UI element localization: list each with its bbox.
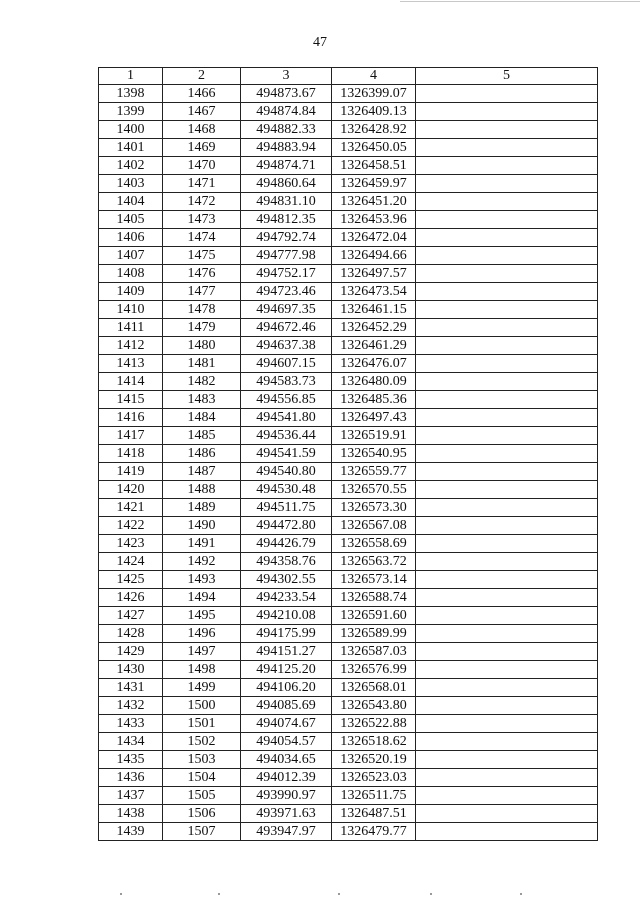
table-cell-col-3: 494812.35: [241, 211, 332, 229]
table-cell-col-4: 1326472.04: [332, 229, 416, 247]
table-cell-col-5: [416, 769, 598, 787]
table-cell-col-4: 1326494.66: [332, 247, 416, 265]
table-cell-col-1: 1437: [99, 787, 163, 805]
table-cell-col-4: 1326568.01: [332, 679, 416, 697]
table-row: [99, 697, 598, 715]
table-cell-col-1: 1424: [99, 553, 163, 571]
table-row: [99, 301, 598, 319]
table-cell-col-5: [416, 229, 598, 247]
coordinates-table: [98, 67, 598, 841]
table-cell-col-4: 1326558.69: [332, 535, 416, 553]
scan-speck: [520, 893, 522, 895]
table-cell-col-5: [416, 697, 598, 715]
table-cell-col-2: 1467: [163, 103, 241, 121]
table-cell-col-1: 1410: [99, 301, 163, 319]
table-cell-col-3: 494882.33: [241, 121, 332, 139]
table-cell-col-2: 1480: [163, 337, 241, 355]
table-cell-col-5: [416, 283, 598, 301]
table-cell-col-5: [416, 247, 598, 265]
scan-speck: [218, 893, 220, 895]
table-cell-col-3: 494637.38: [241, 337, 332, 355]
table-cell-col-4: 1326459.97: [332, 175, 416, 193]
column-header-4: 4: [332, 68, 416, 85]
table-cell-col-3: 494472.80: [241, 517, 332, 535]
table-cell-col-5: [416, 553, 598, 571]
table-cell-col-2: 1475: [163, 247, 241, 265]
table-cell-col-1: 1405: [99, 211, 163, 229]
table-cell-col-5: [416, 121, 598, 139]
table-cell-col-1: 1428: [99, 625, 163, 643]
table-cell-col-5: [416, 733, 598, 751]
table-cell-col-2: 1501: [163, 715, 241, 733]
table-row: [99, 805, 598, 823]
table-cell-col-1: 1412: [99, 337, 163, 355]
table-cell-col-4: 1326543.80: [332, 697, 416, 715]
table-cell-col-3: 494358.76: [241, 553, 332, 571]
table-row: [99, 391, 598, 409]
table-cell-col-3: 494233.54: [241, 589, 332, 607]
scan-speck: [120, 893, 122, 895]
table-cell-col-5: [416, 481, 598, 499]
table-row: [99, 607, 598, 625]
table-cell-col-5: [416, 391, 598, 409]
table-cell-col-4: 1326573.30: [332, 499, 416, 517]
table-row: [99, 499, 598, 517]
table-row: [99, 769, 598, 787]
table-cell-col-4: 1326453.96: [332, 211, 416, 229]
table-row: [99, 751, 598, 769]
table-cell-col-4: 1326458.51: [332, 157, 416, 175]
table-cell-col-2: 1487: [163, 463, 241, 481]
table-cell-col-1: 1411: [99, 319, 163, 337]
table-cell-col-5: [416, 499, 598, 517]
table-cell-col-3: 494530.48: [241, 481, 332, 499]
table-cell-col-2: 1470: [163, 157, 241, 175]
table-cell-col-2: 1505: [163, 787, 241, 805]
table-cell-col-2: 1485: [163, 427, 241, 445]
table-cell-col-4: 1326450.05: [332, 139, 416, 157]
table-cell-col-4: 1326461.29: [332, 337, 416, 355]
table-cell-col-5: [416, 157, 598, 175]
table-cell-col-3: 494012.39: [241, 769, 332, 787]
table-cell-col-2: 1474: [163, 229, 241, 247]
table-cell-col-3: 494874.71: [241, 157, 332, 175]
table-cell-col-5: [416, 373, 598, 391]
table-cell-col-1: 1429: [99, 643, 163, 661]
table-cell-col-4: 1326567.08: [332, 517, 416, 535]
table-cell-col-3: 494883.94: [241, 139, 332, 157]
table-cell-col-2: 1495: [163, 607, 241, 625]
table-cell-col-3: 494151.27: [241, 643, 332, 661]
table-cell-col-3: 494210.08: [241, 607, 332, 625]
table-row: [99, 373, 598, 391]
table-cell-col-2: 1484: [163, 409, 241, 427]
table-row: [99, 211, 598, 229]
table-row: [99, 661, 598, 679]
table-cell-col-1: 1403: [99, 175, 163, 193]
table-cell-col-2: 1496: [163, 625, 241, 643]
table-cell-col-1: 1407: [99, 247, 163, 265]
table-cell-col-5: [416, 85, 598, 103]
table-cell-col-2: 1491: [163, 535, 241, 553]
table-cell-col-4: 1326476.07: [332, 355, 416, 373]
table-cell-col-3: 494085.69: [241, 697, 332, 715]
table-cell-col-4: 1326409.13: [332, 103, 416, 121]
table-cell-col-5: [416, 625, 598, 643]
table-cell-col-1: 1399: [99, 103, 163, 121]
table-row: [99, 715, 598, 733]
table-cell-col-4: 1326497.57: [332, 265, 416, 283]
table-cell-col-4: 1326399.07: [332, 85, 416, 103]
table-cell-col-4: 1326563.72: [332, 553, 416, 571]
table-cell-col-3: 494831.10: [241, 193, 332, 211]
table-cell-col-2: 1490: [163, 517, 241, 535]
table-row: [99, 229, 598, 247]
table-row: [99, 139, 598, 157]
table-cell-col-4: 1326451.20: [332, 193, 416, 211]
table-row: [99, 733, 598, 751]
table-cell-col-2: 1498: [163, 661, 241, 679]
table-cell-col-1: 1400: [99, 121, 163, 139]
table-cell-col-2: 1466: [163, 85, 241, 103]
table-row: [99, 409, 598, 427]
table-cell-col-3: 494541.59: [241, 445, 332, 463]
table-row: [99, 823, 598, 841]
table-cell-col-3: 494777.98: [241, 247, 332, 265]
page-number: 47: [313, 35, 327, 50]
table-cell-col-2: 1494: [163, 589, 241, 607]
table-cell-col-4: 1326485.36: [332, 391, 416, 409]
table-cell-col-2: 1502: [163, 733, 241, 751]
table-cell-col-4: 1326523.03: [332, 769, 416, 787]
table-cell-col-4: 1326473.54: [332, 283, 416, 301]
table-row: [99, 553, 598, 571]
table-cell-col-2: 1497: [163, 643, 241, 661]
table-cell-col-3: 494672.46: [241, 319, 332, 337]
table-cell-col-1: 1433: [99, 715, 163, 733]
table-cell-col-1: 1423: [99, 535, 163, 553]
table-cell-col-5: [416, 517, 598, 535]
table-cell-col-1: 1426: [99, 589, 163, 607]
table-row: [99, 193, 598, 211]
table-cell-col-3: 494607.15: [241, 355, 332, 373]
top-edge-rule: [400, 1, 640, 2]
table-cell-col-1: 1418: [99, 445, 163, 463]
table-cell-col-2: 1481: [163, 355, 241, 373]
table-cell-col-3: 494175.99: [241, 625, 332, 643]
table-cell-col-2: 1468: [163, 121, 241, 139]
table-cell-col-2: 1478: [163, 301, 241, 319]
table-cell-col-5: [416, 265, 598, 283]
table-cell-col-2: 1503: [163, 751, 241, 769]
table-cell-col-2: 1493: [163, 571, 241, 589]
table-cell-col-3: 494752.17: [241, 265, 332, 283]
table-cell-col-5: [416, 355, 598, 373]
table-cell-col-5: [416, 463, 598, 481]
table-cell-col-5: [416, 679, 598, 697]
table-cell-col-5: [416, 787, 598, 805]
table-cell-col-3: 494302.55: [241, 571, 332, 589]
table-cell-col-5: [416, 175, 598, 193]
table-cell-col-1: 1431: [99, 679, 163, 697]
table-cell-col-3: 494541.80: [241, 409, 332, 427]
table-row: [99, 355, 598, 373]
table-row: [99, 643, 598, 661]
table-row: [99, 535, 598, 553]
table-cell-col-3: 494723.46: [241, 283, 332, 301]
table-cell-col-4: 1326480.09: [332, 373, 416, 391]
table-cell-col-2: 1469: [163, 139, 241, 157]
table-cell-col-1: 1438: [99, 805, 163, 823]
table-cell-col-4: 1326519.91: [332, 427, 416, 445]
table-cell-col-1: 1435: [99, 751, 163, 769]
table-cell-col-5: [416, 139, 598, 157]
table-row: [99, 787, 598, 805]
table-cell-col-1: 1434: [99, 733, 163, 751]
table-cell-col-3: 494583.73: [241, 373, 332, 391]
table-cell-col-2: 1504: [163, 769, 241, 787]
column-header-1: 1: [99, 68, 163, 85]
table-cell-col-5: [416, 589, 598, 607]
table-cell-col-5: [416, 409, 598, 427]
table-cell-col-2: 1492: [163, 553, 241, 571]
table-cell-col-2: 1507: [163, 823, 241, 841]
table-cell-col-4: 1326570.55: [332, 481, 416, 499]
table-cell-col-2: 1500: [163, 697, 241, 715]
table-cell-col-3: 493990.97: [241, 787, 332, 805]
column-header-5: 5: [416, 68, 598, 85]
table-row: [99, 337, 598, 355]
table-cell-col-3: 494536.44: [241, 427, 332, 445]
table-cell-col-1: 1413: [99, 355, 163, 373]
table-cell-col-5: [416, 607, 598, 625]
table-cell-col-4: 1326511.75: [332, 787, 416, 805]
table-cell-col-2: 1472: [163, 193, 241, 211]
table-row: [99, 121, 598, 139]
table-cell-col-5: [416, 715, 598, 733]
table-cell-col-4: 1326487.51: [332, 805, 416, 823]
table-cell-col-1: 1398: [99, 85, 163, 103]
table-cell-col-1: 1416: [99, 409, 163, 427]
scan-speck: [338, 893, 340, 895]
table-cell-col-1: 1417: [99, 427, 163, 445]
table-cell-col-4: 1326559.77: [332, 463, 416, 481]
table-cell-col-1: 1404: [99, 193, 163, 211]
table-cell-col-2: 1473: [163, 211, 241, 229]
table-cell-col-3: 494125.20: [241, 661, 332, 679]
table-cell-col-4: 1326479.77: [332, 823, 416, 841]
table-row: [99, 103, 598, 121]
table-cell-col-3: 494697.35: [241, 301, 332, 319]
table-cell-col-4: 1326497.43: [332, 409, 416, 427]
table-cell-col-5: [416, 823, 598, 841]
table-cell-col-4: 1326428.92: [332, 121, 416, 139]
table-cell-col-5: [416, 427, 598, 445]
table-cell-col-1: 1432: [99, 697, 163, 715]
table-body: [99, 85, 598, 841]
table-cell-col-5: [416, 103, 598, 121]
table-cell-col-2: 1489: [163, 499, 241, 517]
table-cell-col-1: 1430: [99, 661, 163, 679]
table-cell-col-1: 1408: [99, 265, 163, 283]
table-cell-col-2: 1482: [163, 373, 241, 391]
table-cell-col-4: 1326573.14: [332, 571, 416, 589]
table-row: [99, 283, 598, 301]
table-row: [99, 571, 598, 589]
table-cell-col-2: 1471: [163, 175, 241, 193]
column-header-3: 3: [241, 68, 332, 85]
table-cell-col-2: 1477: [163, 283, 241, 301]
table-cell-col-5: [416, 751, 598, 769]
table-cell-col-1: 1419: [99, 463, 163, 481]
table-header: [99, 68, 598, 85]
table-cell-col-5: [416, 643, 598, 661]
table-cell-col-5: [416, 445, 598, 463]
table-cell-col-3: 493947.97: [241, 823, 332, 841]
table-cell-col-3: 494054.57: [241, 733, 332, 751]
table-cell-col-3: 494106.20: [241, 679, 332, 697]
table-cell-col-2: 1483: [163, 391, 241, 409]
table-cell-col-5: [416, 211, 598, 229]
table-cell-col-1: 1436: [99, 769, 163, 787]
table-row: [99, 175, 598, 193]
table-cell-col-4: 1326452.29: [332, 319, 416, 337]
table-row: [99, 85, 598, 103]
table-row: [99, 589, 598, 607]
table-cell-col-3: 494426.79: [241, 535, 332, 553]
table-cell-col-5: [416, 805, 598, 823]
table-row: [99, 427, 598, 445]
table-row: [99, 265, 598, 283]
table-cell-col-1: 1414: [99, 373, 163, 391]
table-cell-col-2: 1476: [163, 265, 241, 283]
table-cell-col-3: 494873.67: [241, 85, 332, 103]
table-cell-col-1: 1409: [99, 283, 163, 301]
table-cell-col-5: [416, 301, 598, 319]
table-cell-col-5: [416, 661, 598, 679]
table-row: [99, 247, 598, 265]
table-cell-col-2: 1479: [163, 319, 241, 337]
table-cell-col-3: 494874.84: [241, 103, 332, 121]
table-cell-col-2: 1506: [163, 805, 241, 823]
table-cell-col-4: 1326520.19: [332, 751, 416, 769]
table-cell-col-3: 494556.85: [241, 391, 332, 409]
table-cell-col-4: 1326591.60: [332, 607, 416, 625]
table-cell-col-2: 1486: [163, 445, 241, 463]
table-row: [99, 679, 598, 697]
scan-speck: [430, 893, 432, 895]
table-row: [99, 157, 598, 175]
table-row: [99, 625, 598, 643]
table-cell-col-2: 1499: [163, 679, 241, 697]
table-cell-col-1: 1406: [99, 229, 163, 247]
table-cell-col-4: 1326518.62: [332, 733, 416, 751]
table-cell-col-2: 1488: [163, 481, 241, 499]
table-cell-col-5: [416, 319, 598, 337]
table-cell-col-3: 494034.65: [241, 751, 332, 769]
table-cell-col-1: 1422: [99, 517, 163, 535]
table-row: [99, 463, 598, 481]
table-cell-col-1: 1421: [99, 499, 163, 517]
table-cell-col-4: 1326587.03: [332, 643, 416, 661]
table-cell-col-5: [416, 337, 598, 355]
table-row: [99, 517, 598, 535]
table-cell-col-1: 1401: [99, 139, 163, 157]
table-cell-col-3: 494860.64: [241, 175, 332, 193]
table-cell-col-3: 494511.75: [241, 499, 332, 517]
table-cell-col-4: 1326461.15: [332, 301, 416, 319]
table-cell-col-1: 1427: [99, 607, 163, 625]
table-row: [99, 445, 598, 463]
table-row: [99, 319, 598, 337]
table-cell-col-4: 1326589.99: [332, 625, 416, 643]
table-cell-col-1: 1425: [99, 571, 163, 589]
table-cell-col-5: [416, 535, 598, 553]
page-footer-marks: [0, 893, 640, 897]
table-cell-col-4: 1326522.88: [332, 715, 416, 733]
table-cell-col-5: [416, 193, 598, 211]
header-row: [99, 68, 598, 85]
table-cell-col-5: [416, 571, 598, 589]
table-cell-col-4: 1326576.99: [332, 661, 416, 679]
table-cell-col-1: 1415: [99, 391, 163, 409]
table-cell-col-3: 494074.67: [241, 715, 332, 733]
table-row: [99, 481, 598, 499]
table-cell-col-3: 494792.74: [241, 229, 332, 247]
table-cell-col-1: 1439: [99, 823, 163, 841]
column-header-2: 2: [163, 68, 241, 85]
table-cell-col-4: 1326540.95: [332, 445, 416, 463]
table-cell-col-3: 494540.80: [241, 463, 332, 481]
table-cell-col-3: 493971.63: [241, 805, 332, 823]
table-cell-col-1: 1402: [99, 157, 163, 175]
table-cell-col-1: 1420: [99, 481, 163, 499]
table-cell-col-4: 1326588.74: [332, 589, 416, 607]
